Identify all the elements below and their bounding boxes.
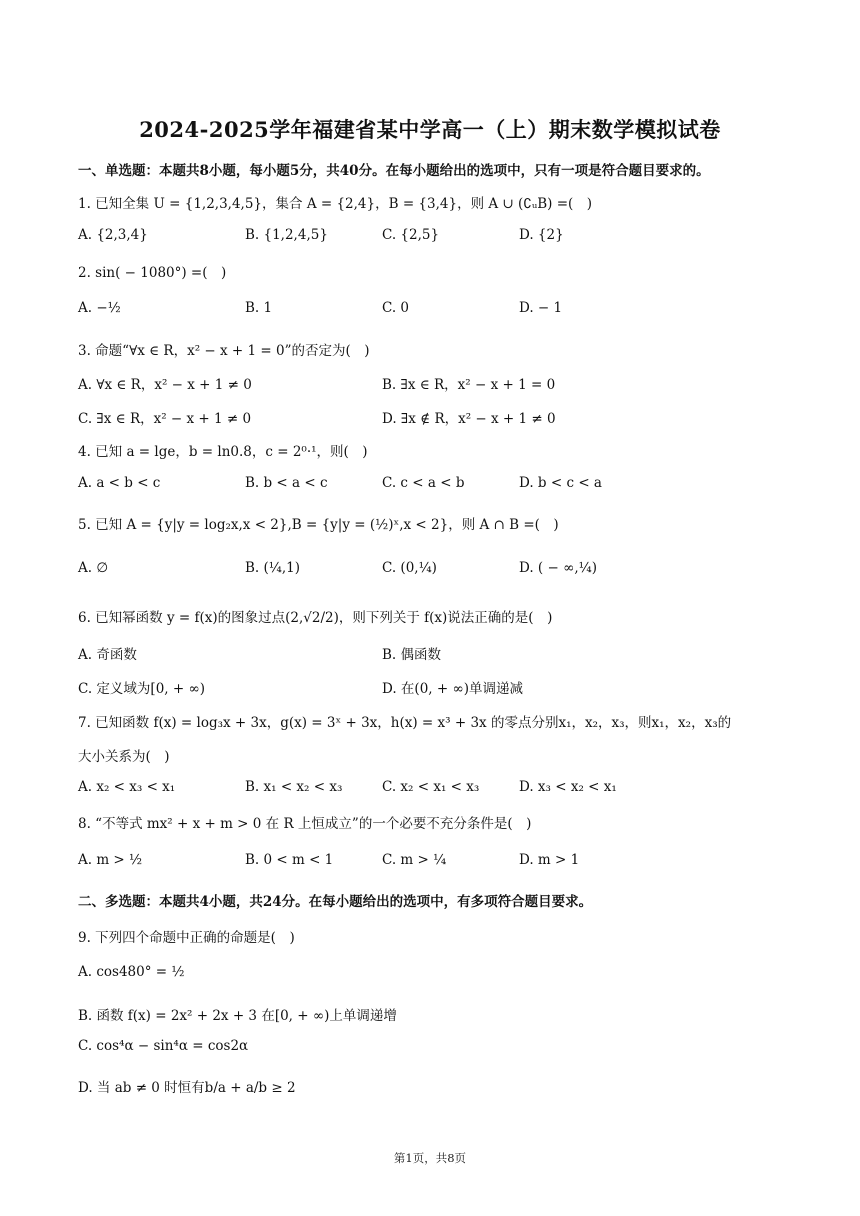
- question-5-option-c: C. (0,¼): [382, 560, 437, 576]
- question-5-stem: 5. 已知 A = {y|y = log₂x,x < 2},B = {y|y = (½)ˣ,x < 2}，则 A ∩ B =( ): [78, 517, 559, 533]
- question-8-stem: 8. “不等式 mx² + x + m > 0 在 R 上恒成立”的一个必要不充分条件是( ): [78, 816, 532, 832]
- question-9-option-a: A. cos480° = ½: [78, 964, 185, 980]
- question-2-option-b: B. 1: [245, 300, 273, 316]
- question-6-option-b: B. 偶函数: [382, 647, 442, 663]
- question-8-option-c: C. m > ¼: [382, 852, 447, 868]
- question-5-option-a: A. ∅: [78, 560, 109, 576]
- question-3-option-b: B. ∃x ∈ R，x² − x + 1 = 0: [382, 377, 556, 393]
- section-heading-multiple-choice: 二、多选题：本题共4小题，共24分。在每小题给出的选项中，有多项符合题目要求。: [78, 894, 593, 910]
- question-4-option-d: D. b < c < a: [519, 475, 602, 491]
- question-7-stem: 7. 已知函数 f(x) = log₃x + 3x，g(x) = 3ˣ + 3x，h(x) = x³ + 3x 的零点分别x₁，x₂，x₃，则x₁，x₂，x₃的: [78, 715, 732, 731]
- question-4-option-a: A. a < b < c: [78, 475, 161, 491]
- question-4-option-c: C. c < a < b: [382, 475, 465, 491]
- question-7-stem-continued: 大小关系为( ): [78, 749, 170, 765]
- question-2-option-a: A. −½: [78, 300, 121, 316]
- question-8-option-b: B. 0 < m < 1: [245, 852, 334, 868]
- question-6-option-d: D. 在(0, + ∞)单调递减: [382, 681, 523, 697]
- question-9-option-c: C. cos⁴α − sin⁴α = cos2α: [78, 1038, 249, 1054]
- question-1-option-b: B. {1,2,4,5}: [245, 227, 328, 243]
- question-1-stem: 1. 已知全集 U = {1,2,3,4,5}，集合 A = {2,4}，B = {3,4}，则 A ∪ (∁ᵤB) =( ): [78, 196, 593, 212]
- question-3-stem: 3. 命题“∀x ∈ R，x² − x + 1 = 0”的否定为( ): [78, 343, 370, 359]
- question-1-option-d: D. {2}: [519, 227, 564, 243]
- question-2-stem: 2. sin( − 1080°) =( ): [78, 265, 227, 281]
- question-3-option-a: A. ∀x ∈ R，x² − x + 1 ≠ 0: [78, 377, 252, 393]
- question-7-option-c: C. x₂ < x₁ < x₃: [382, 779, 480, 795]
- question-9-stem: 9. 下列四个命题中正确的命题是( ): [78, 930, 295, 946]
- question-9-option-d: D. 当 ab ≠ 0 时恒有b/a + a/b ≥ 2: [78, 1080, 296, 1096]
- question-2-option-d: D. − 1: [519, 300, 563, 316]
- question-6-stem: 6. 已知幂函数 y = f(x)的图象过点(2,√2/2)，则下列关于 f(x)说法正确的是( ): [78, 610, 553, 626]
- question-7-option-d: D. x₃ < x₂ < x₁: [519, 779, 617, 795]
- question-6-option-c: C. 定义域为[0, + ∞): [78, 681, 205, 697]
- question-7-option-a: A. x₂ < x₃ < x₁: [78, 779, 176, 795]
- question-1-option-a: A. {2,3,4}: [78, 227, 148, 243]
- question-4-option-b: B. b < a < c: [245, 475, 328, 491]
- question-1-option-c: C. {2,5}: [382, 227, 440, 243]
- question-3-option-c: C. ∃x ∈ R，x² − x + 1 ≠ 0: [78, 411, 252, 427]
- page-footer: 第1页，共8页: [393, 1151, 467, 1165]
- question-9-option-b: B. 函数 f(x) = 2x² + 2x + 3 在[0, + ∞)上单调递增: [78, 1008, 397, 1024]
- question-4-stem: 4. 已知 a = lge，b = ln0.8，c = 2⁰·¹，则( ): [78, 444, 368, 460]
- question-6-option-a: A. 奇函数: [78, 647, 137, 663]
- section-heading-single-choice: 一、单选题：本题共8小题，每小题5分，共40分。在每小题给出的选项中，只有一项是符合题目要求的。: [78, 163, 710, 179]
- question-8-option-a: A. m > ½: [78, 852, 143, 868]
- question-3-option-d: D. ∃x ∉ R，x² − x + 1 ≠ 0: [382, 411, 556, 427]
- question-5-option-b: B. (¼,1): [245, 560, 301, 576]
- question-8-option-d: D. m > 1: [519, 852, 580, 868]
- question-7-option-b: B. x₁ < x₂ < x₃: [245, 779, 343, 795]
- page-title: 2024-2025学年福建省某中学高一（上）期末数学模拟试卷: [139, 117, 721, 142]
- question-5-option-d: D. ( − ∞,¼): [519, 560, 597, 576]
- question-2-option-c: C. 0: [382, 300, 410, 316]
